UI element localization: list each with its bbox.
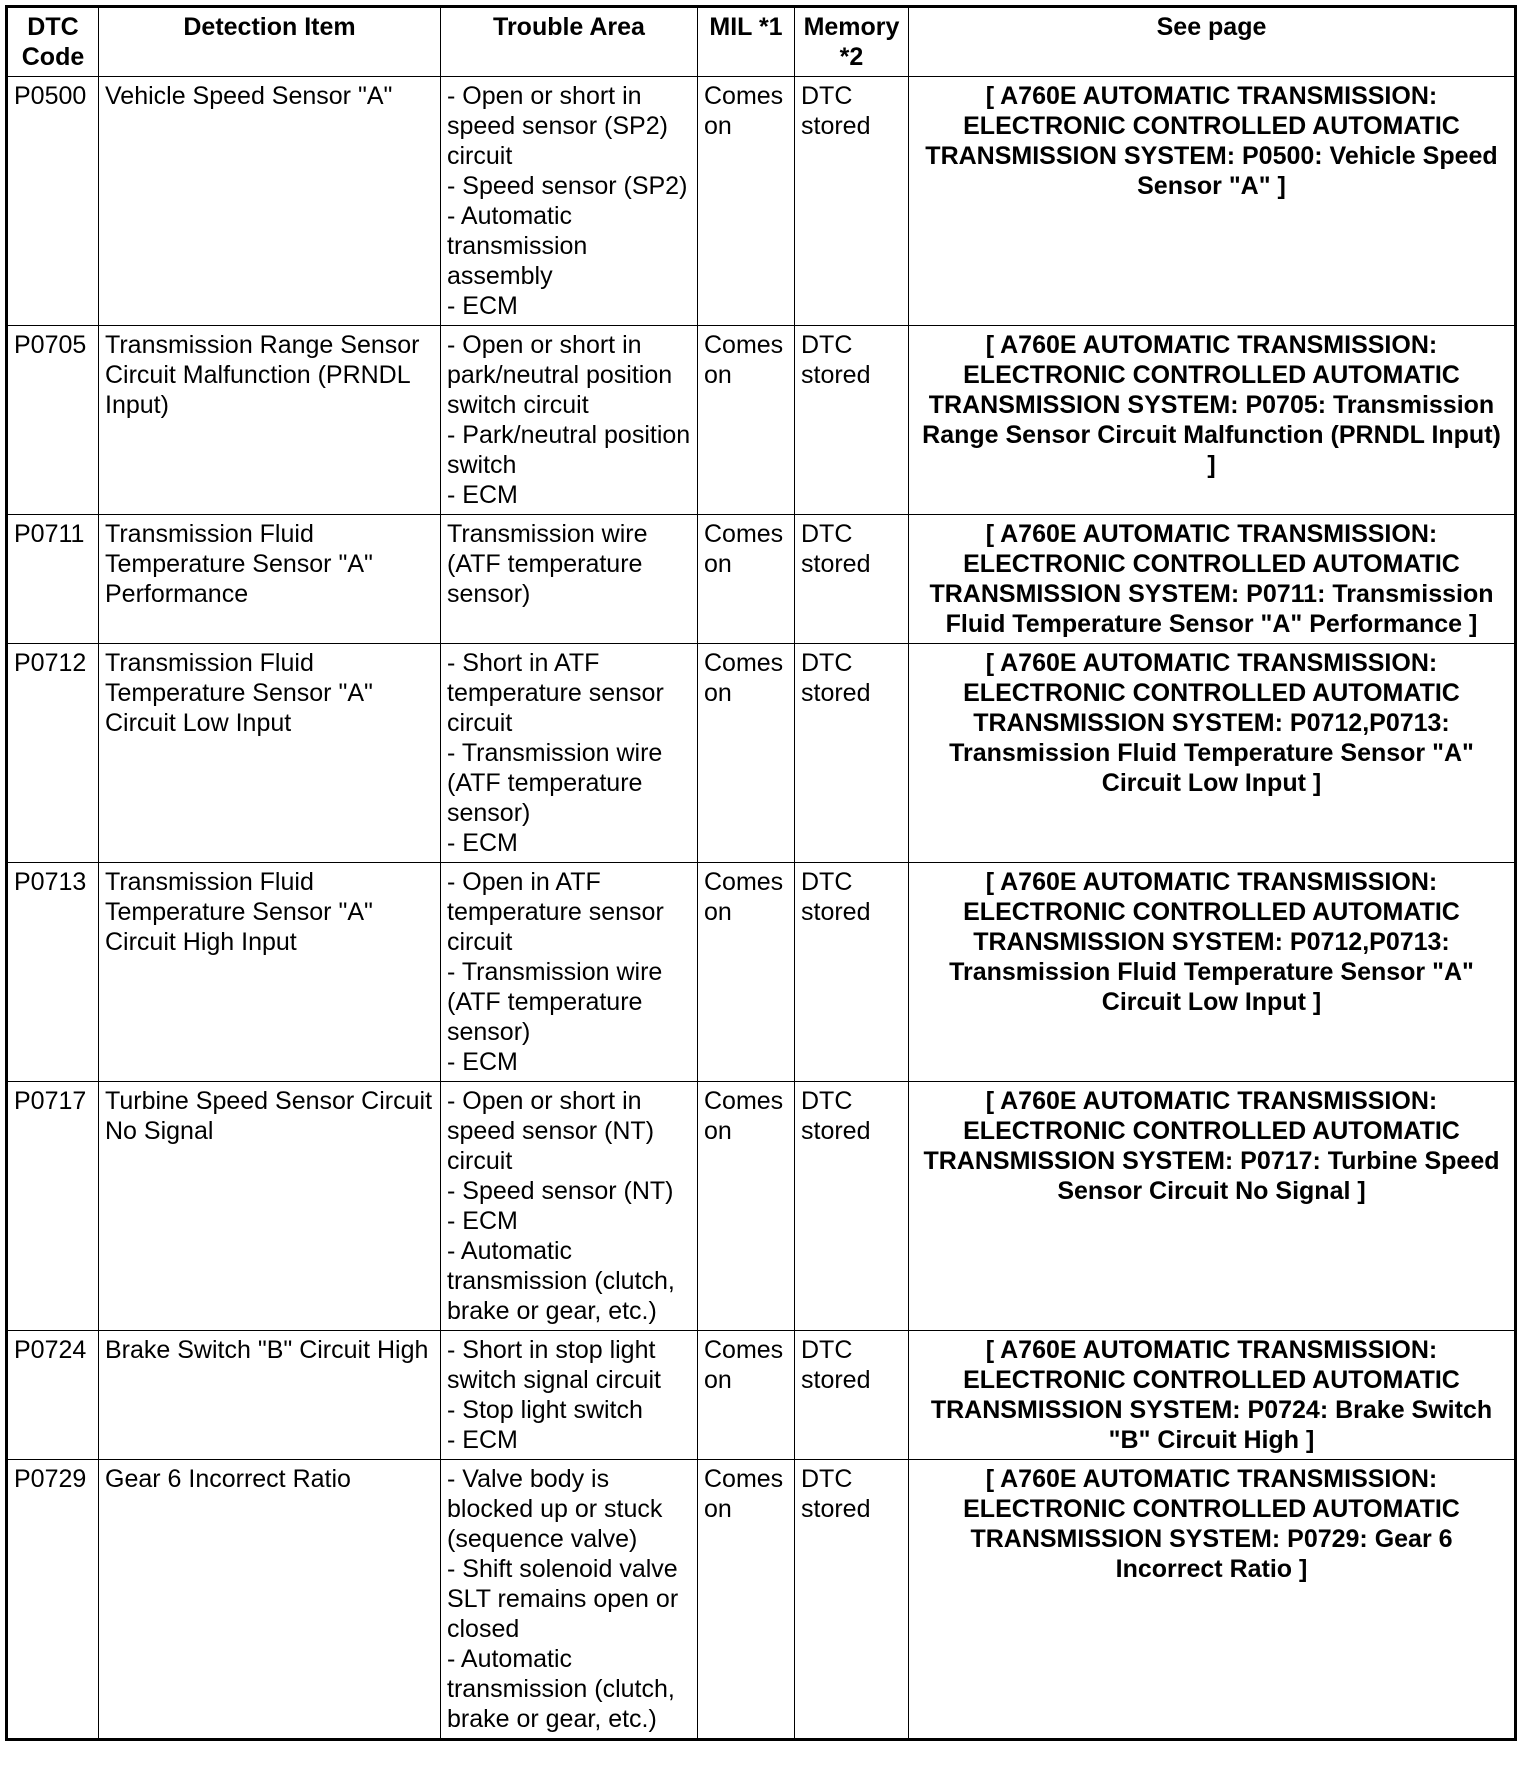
mil-cell: Comes on bbox=[698, 644, 795, 863]
mil-cell: Comes on bbox=[698, 77, 795, 326]
mil-cell: Comes on bbox=[698, 1082, 795, 1331]
trouble-area-line: - Park/neutral position switch bbox=[447, 421, 691, 479]
see-page-link[interactable]: [ A760E AUTOMATIC TRANSMISSION: ELECTRONIC CONTROLLED AUTOMATIC TRANSMISSION SYSTEM: P0705: Transmission Range Sensor Circuit Malfunction (PRNDL Input) ] bbox=[909, 326, 1516, 515]
trouble-area-line: - Speed sensor (NT) bbox=[447, 1177, 674, 1205]
dtc-code-cell: P0729 bbox=[7, 1460, 99, 1740]
header-dtc-code: DTC Code bbox=[7, 7, 99, 77]
table-row bbox=[7, 1460, 1516, 1740]
detection-item-cell: Brake Switch "B" Circuit High bbox=[99, 1331, 441, 1460]
dtc-code-cell: P0713 bbox=[7, 863, 99, 1082]
trouble-area-line: - Transmission wire (ATF temperature sensor) bbox=[447, 739, 663, 827]
mil-cell: Comes on bbox=[698, 1331, 795, 1460]
trouble-area-cell bbox=[441, 644, 698, 863]
trouble-area-line: - Short in stop light switch signal circuit bbox=[447, 1336, 661, 1394]
table-row bbox=[7, 1082, 1516, 1331]
trouble-area-line: - Automatic transmission assembly bbox=[447, 202, 588, 290]
memory-cell: DTC stored bbox=[795, 515, 909, 644]
mil-cell: Comes on bbox=[698, 515, 795, 644]
memory-cell: DTC stored bbox=[795, 1460, 909, 1740]
mil-cell: Comes on bbox=[698, 1460, 795, 1740]
table-row bbox=[7, 77, 1516, 326]
see-page-link[interactable]: [ A760E AUTOMATIC TRANSMISSION: ELECTRONIC CONTROLLED AUTOMATIC TRANSMISSION SYSTEM: P0712,P0713: Transmission Fluid Temperature Sensor "A" Circuit Low Input ] bbox=[909, 644, 1516, 863]
trouble-area-line: - ECM bbox=[447, 1048, 518, 1076]
trouble-area-line: - Open or short in park/neutral position switch circuit bbox=[447, 331, 673, 419]
table-row bbox=[7, 1331, 1516, 1460]
memory-cell: DTC stored bbox=[795, 1331, 909, 1460]
dtc-code-cell: P0724 bbox=[7, 1331, 99, 1460]
memory-cell: DTC stored bbox=[795, 644, 909, 863]
see-page-link[interactable]: [ A760E AUTOMATIC TRANSMISSION: ELECTRONIC CONTROLLED AUTOMATIC TRANSMISSION SYSTEM: P0711: Transmission Fluid Temperature Sensor "A" Performance ] bbox=[909, 515, 1516, 644]
dtc-code-cell: P0712 bbox=[7, 644, 99, 863]
trouble-area-line: - ECM bbox=[447, 292, 518, 320]
memory-cell: DTC stored bbox=[795, 326, 909, 515]
detection-item-cell: Turbine Speed Sensor Circuit No Signal bbox=[99, 1082, 441, 1331]
trouble-area-line: - Stop light switch bbox=[447, 1396, 643, 1424]
trouble-area-cell bbox=[441, 326, 698, 515]
trouble-area-line: - Open or short in speed sensor (SP2) circuit bbox=[447, 82, 668, 170]
table-row bbox=[7, 515, 1516, 644]
trouble-area-line: - Automatic transmission (clutch, brake or gear, etc.) bbox=[447, 1237, 675, 1325]
see-page-link[interactable]: [ A760E AUTOMATIC TRANSMISSION: ELECTRONIC CONTROLLED AUTOMATIC TRANSMISSION SYSTEM: P0729: Gear 6 Incorrect Ratio ] bbox=[909, 1460, 1516, 1740]
see-page-link[interactable]: [ A760E AUTOMATIC TRANSMISSION: ELECTRONIC CONTROLLED AUTOMATIC TRANSMISSION SYSTEM: P0712,P0713: Transmission Fluid Temperature Sensor "A" Circuit Low Input ] bbox=[909, 863, 1516, 1082]
see-page-link[interactable]: [ A760E AUTOMATIC TRANSMISSION: ELECTRONIC CONTROLLED AUTOMATIC TRANSMISSION SYSTEM: P0500: Vehicle Speed Sensor "A" ] bbox=[909, 77, 1516, 326]
detection-item-cell: Gear 6 Incorrect Ratio bbox=[99, 1460, 441, 1740]
table-row bbox=[7, 326, 1516, 515]
header-mil: MIL *1 bbox=[698, 7, 795, 77]
dtc-code-cell: P0711 bbox=[7, 515, 99, 644]
detection-item-cell: Vehicle Speed Sensor "A" bbox=[99, 77, 441, 326]
trouble-area-cell bbox=[441, 1082, 698, 1331]
header-see-page: See page bbox=[909, 7, 1516, 77]
see-page-link[interactable]: [ A760E AUTOMATIC TRANSMISSION: ELECTRONIC CONTROLLED AUTOMATIC TRANSMISSION SYSTEM: P0717: Turbine Speed Sensor Circuit No Signal ] bbox=[909, 1082, 1516, 1331]
table-header-row bbox=[7, 7, 1516, 77]
detection-item-cell: Transmission Fluid Temperature Sensor "A" Circuit High Input bbox=[99, 863, 441, 1082]
trouble-area-line: - Valve body is blocked up or stuck (sequence valve) bbox=[447, 1465, 663, 1553]
trouble-area-cell bbox=[441, 1460, 698, 1740]
trouble-area-line: - ECM bbox=[447, 481, 518, 509]
header-detection-item: Detection Item bbox=[99, 7, 441, 77]
trouble-area-cell bbox=[441, 77, 698, 326]
dtc-code-cell: P0705 bbox=[7, 326, 99, 515]
trouble-area-line: - Shift solenoid valve SLT remains open or closed bbox=[447, 1555, 679, 1643]
dtc-table-container bbox=[5, 5, 1517, 1741]
trouble-area-line: - Automatic transmission (clutch, brake or gear, etc.) bbox=[447, 1645, 675, 1733]
trouble-area-cell bbox=[441, 1331, 698, 1460]
trouble-area-line: Transmission wire (ATF temperature sensor) bbox=[447, 520, 648, 608]
detection-item-cell: Transmission Fluid Temperature Sensor "A" Performance bbox=[99, 515, 441, 644]
dtc-table bbox=[5, 5, 1517, 1741]
trouble-area-cell bbox=[441, 515, 698, 644]
table-row bbox=[7, 644, 1516, 863]
detection-item-cell: Transmission Fluid Temperature Sensor "A" Circuit Low Input bbox=[99, 644, 441, 863]
memory-cell: DTC stored bbox=[795, 1082, 909, 1331]
table-row bbox=[7, 863, 1516, 1082]
trouble-area-line: - Speed sensor (SP2) bbox=[447, 172, 688, 200]
trouble-area-line: - ECM bbox=[447, 1426, 518, 1454]
header-trouble-area: Trouble Area bbox=[441, 7, 698, 77]
trouble-area-line: - Open or short in speed sensor (NT) circuit bbox=[447, 1087, 655, 1175]
memory-cell: DTC stored bbox=[795, 77, 909, 326]
memory-cell: DTC stored bbox=[795, 863, 909, 1082]
trouble-area-line: - Short in ATF temperature sensor circuit bbox=[447, 649, 664, 737]
dtc-code-cell: P0500 bbox=[7, 77, 99, 326]
dtc-code-cell: P0717 bbox=[7, 1082, 99, 1331]
trouble-area-line: - ECM bbox=[447, 829, 518, 857]
trouble-area-line: - Open in ATF temperature sensor circuit bbox=[447, 868, 664, 956]
trouble-area-cell bbox=[441, 863, 698, 1082]
detection-item-cell: Transmission Range Sensor Circuit Malfunction (PRNDL Input) bbox=[99, 326, 441, 515]
trouble-area-line: - Transmission wire (ATF temperature sensor) bbox=[447, 958, 663, 1046]
see-page-link[interactable]: [ A760E AUTOMATIC TRANSMISSION: ELECTRONIC CONTROLLED AUTOMATIC TRANSMISSION SYSTEM: P0724: Brake Switch "B" Circuit High ] bbox=[909, 1331, 1516, 1460]
trouble-area-line: - ECM bbox=[447, 1207, 518, 1235]
mil-cell: Comes on bbox=[698, 863, 795, 1082]
mil-cell: Comes on bbox=[698, 326, 795, 515]
header-memory: Memory *2 bbox=[795, 7, 909, 77]
